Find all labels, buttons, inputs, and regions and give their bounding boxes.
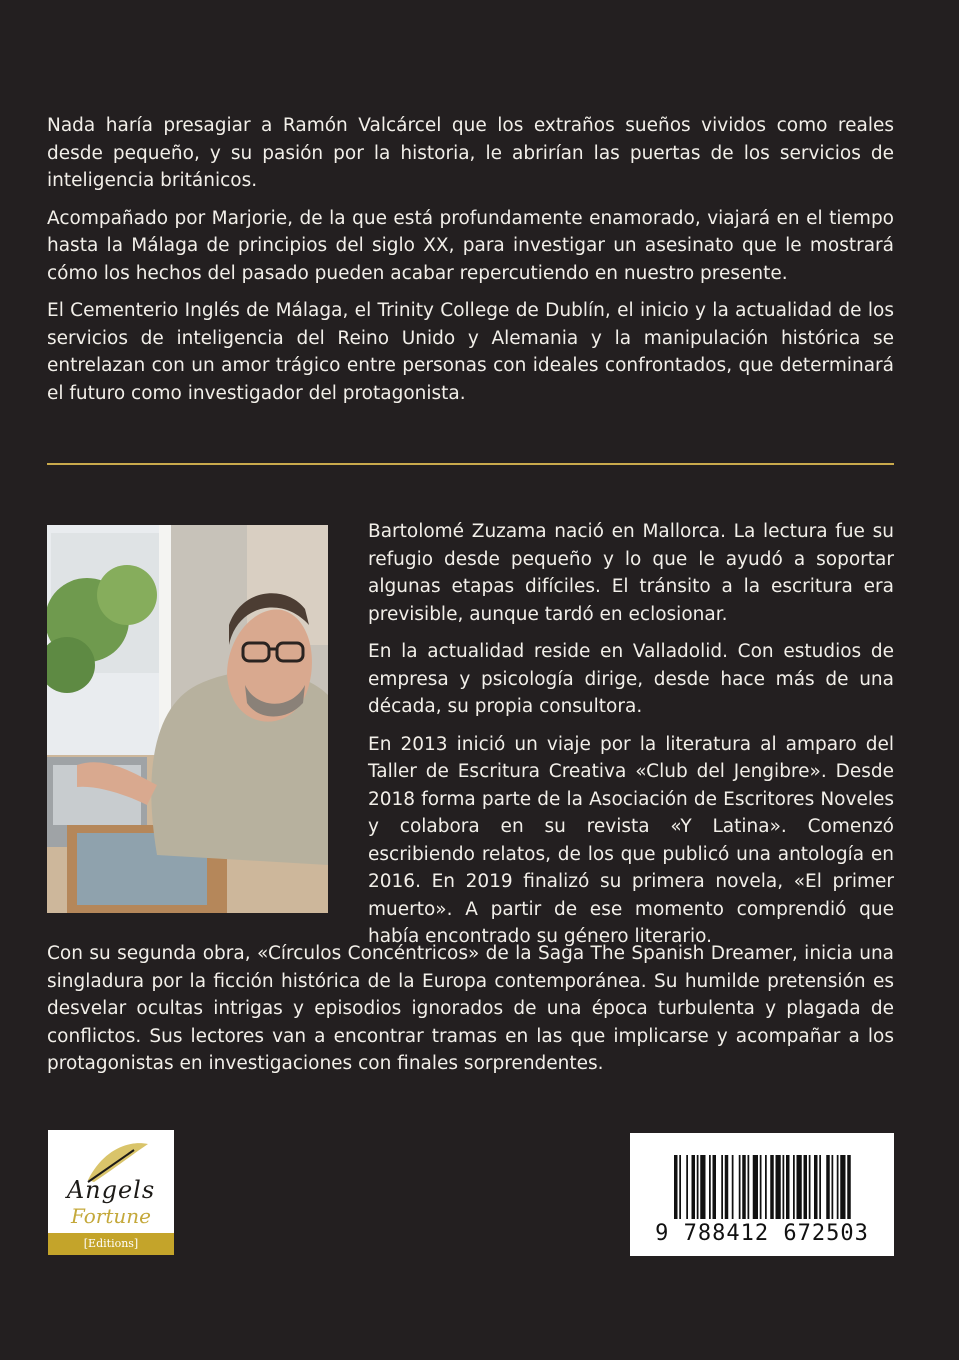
barcode-bar (797, 1155, 802, 1219)
author-photo (47, 525, 328, 913)
barcode-bar (686, 1155, 688, 1219)
bio-paragraph-1: Bartolomé Zuzama nació en Mallorca. La lectura fue su refugio desde pequeño y lo que le ayudó a soportar algunas etapas difíciles. El tránsito a la escritura era previsible, aunque tardó en eclosionar. (368, 521, 894, 625)
barcode-bar (732, 1155, 734, 1219)
divider-rule (47, 463, 894, 465)
barcode-bar (826, 1155, 830, 1219)
barcode-bar (713, 1155, 717, 1219)
barcode-bar (770, 1155, 774, 1219)
barcode-bar (679, 1155, 681, 1219)
bio-paragraph-2: En la actualidad reside en Valladolid. Con estudios de empresa y psicología dirige, desde hace más de una década, su propia consultora. (368, 641, 894, 717)
synopsis-paragraph-3: El Cementerio Inglés de Málaga, el Trinity College de Dublín, el inicio y la actualidad de los servicios de inteligencia del Reino Unido y Alemania y la manipulación histórica se entrelazan con un amor trágico entre personas con ideales confrontados, que determinará el futuro como investigador del protagonista. (47, 300, 894, 404)
barcode-bar (739, 1155, 741, 1219)
author-bio-full-width (47, 940, 894, 1078)
barcode-bar (760, 1155, 762, 1219)
barcode-bar (692, 1155, 696, 1219)
publisher-logo (48, 1130, 174, 1255)
barcode-bar (765, 1155, 767, 1219)
publisher-name-line2: Fortune (70, 1204, 152, 1228)
barcode-bar (776, 1155, 781, 1219)
isbn-barcode (630, 1133, 894, 1256)
barcode-bar (793, 1155, 795, 1219)
barcode-bar (840, 1155, 845, 1219)
isbn-digits: 9 788412 672503 (655, 1221, 869, 1246)
barcode-bar (819, 1155, 821, 1219)
bio-paragraph-4: Con su segunda obra, «Círculos Concéntricos» de la Saga The Spanish Dreamer, inicia una singladura por la ficción histórica de la Europa contemporánea. Su humilde pretensión es desvelar ocultas intrigas y episodios ignorados de una época turbulenta y plagada de conflictos. Sus lectores van a encontrar tramas en las que implicarse y acompañar a los protagonistas en investigaciones con finales sorprendentes. (47, 943, 894, 1074)
barcode-bar (783, 1155, 785, 1219)
bio-paragraph-3: En 2013 inició un viaje por la literatura al amparo del Taller de Escritura Creativa «Club del Jengibre». Desde 2018 forma parte de la Asociación de Escritores Noveles y colabora en su revista «Y Latina». Comenzó escribiendo relatos, de los que publicó una antología en 2016. En 2019 finalizó su primera novela, «El primer muerto». A partir de ese momento comprendió que había encontrado su género literario. (368, 733, 894, 947)
barcode-bar (674, 1155, 678, 1219)
barcode-bar (697, 1155, 699, 1219)
synopsis-paragraph-1: Nada haría presagiar a Ramón Valcárcel que los extraños sueños vividos como reales desde pequeño, y su pasión por la historia, le abrirían las puertas de los servicios de inteligencia británicos. (47, 115, 894, 191)
barcode-bar (814, 1155, 818, 1219)
barcode-bar (832, 1155, 834, 1219)
barcode-bars (630, 1133, 894, 1223)
barcode-bar (753, 1155, 758, 1219)
barcode-bar (804, 1155, 808, 1219)
barcode-bar (837, 1155, 839, 1219)
synopsis-paragraph-2: Acompañado por Marjorie, de la que está profundamente enamorado, viajará en el tiempo hasta la Málaga de principios del siglo XX, para investigar un asesinato que le mostrará cómo los hechos del pasado pueden acabar repercutiendo en nuestro presente. (47, 207, 894, 284)
barcode-bar (742, 1155, 746, 1219)
barcode-bar (786, 1155, 790, 1219)
synopsis (47, 112, 894, 417)
barcode-bar (847, 1155, 851, 1219)
barcode-bar (748, 1155, 750, 1219)
author-bio-column (368, 518, 894, 961)
barcode-bar (809, 1155, 811, 1219)
publisher-imprint: [Editions] (48, 1233, 174, 1255)
publisher-name-line1: Angels (66, 1176, 156, 1204)
barcode-bar (725, 1155, 729, 1219)
barcode-bar (721, 1155, 723, 1219)
barcode-bar (709, 1155, 711, 1219)
barcode-bar (700, 1155, 705, 1219)
